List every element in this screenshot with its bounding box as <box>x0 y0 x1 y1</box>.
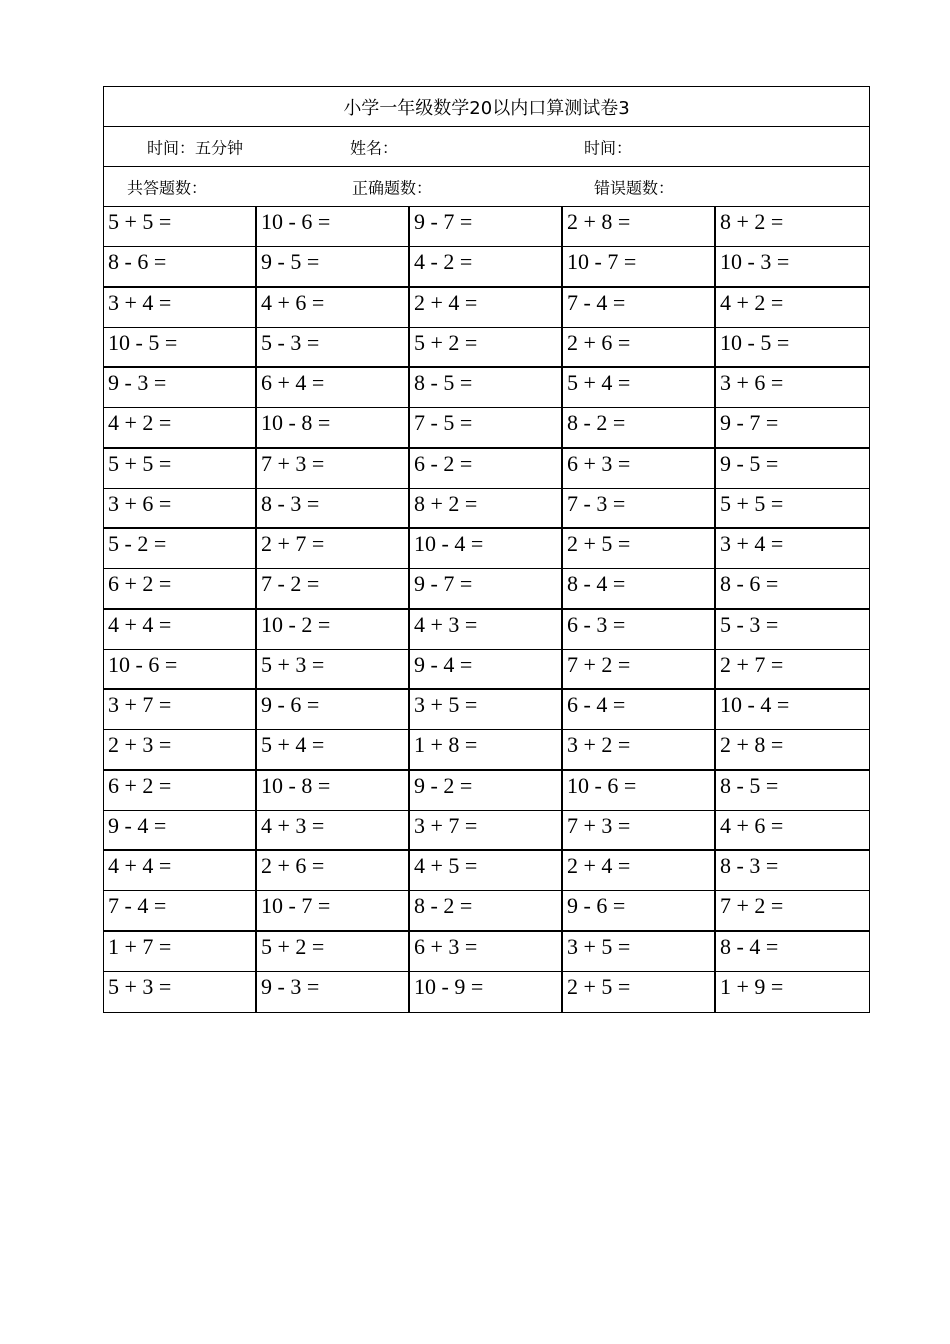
time-label: 时间： <box>584 138 633 157</box>
problem-cell: 3 + 2 = <box>563 730 716 770</box>
problem-cell: 5 + 5 = <box>104 207 257 247</box>
correct-count-label: 正确题数： <box>352 178 433 197</box>
problem-cell: 6 - 2 = <box>410 449 563 489</box>
problem-cell: 8 - 4 = <box>563 569 716 609</box>
problem-cell: 5 - 2 = <box>104 529 257 569</box>
problem-cell: 5 - 3 = <box>716 610 869 650</box>
problem-cell: 2 + 5 = <box>563 972 716 1012</box>
problem-cell: 5 + 2 = <box>410 328 563 368</box>
problem-cell: 8 - 6 = <box>716 569 869 609</box>
problem-cell: 9 - 3 = <box>104 368 257 408</box>
problem-cell: 10 - 2 = <box>257 610 410 650</box>
problem-cell: 4 + 6 = <box>257 288 410 328</box>
problem-cell: 9 - 7 = <box>410 569 563 609</box>
problem-cell: 8 - 4 = <box>716 932 869 972</box>
problem-cell: 8 + 2 = <box>410 489 563 529</box>
wrong-count-label: 错误题数： <box>594 178 675 197</box>
problem-cell: 3 + 4 = <box>104 288 257 328</box>
problem-cell: 1 + 7 = <box>104 932 257 972</box>
problem-cell: 10 - 3 = <box>716 247 869 287</box>
problem-cell: 2 + 3 = <box>104 730 257 770</box>
problem-cell: 9 - 4 = <box>104 811 257 851</box>
total-answered-label: 共答题数： <box>127 178 208 197</box>
problem-cell: 3 + 5 = <box>410 690 563 730</box>
problem-cell: 7 - 2 = <box>257 569 410 609</box>
problem-cell: 4 + 6 = <box>716 811 869 851</box>
problem-cell: 2 + 4 = <box>563 851 716 891</box>
problem-cell: 5 + 4 = <box>563 368 716 408</box>
problem-cell: 8 - 6 = <box>104 247 257 287</box>
problem-cell: 10 - 6 = <box>257 207 410 247</box>
problem-cell: 2 + 7 = <box>716 650 869 690</box>
problem-cell: 4 + 5 = <box>410 851 563 891</box>
problem-cell: 4 + 3 = <box>410 610 563 650</box>
problem-cell: 3 + 7 = <box>410 811 563 851</box>
problem-cell: 3 + 6 = <box>104 489 257 529</box>
problem-cell: 8 - 2 = <box>563 408 716 448</box>
problem-cell: 7 - 3 = <box>563 489 716 529</box>
problem-cell: 4 + 4 = <box>104 851 257 891</box>
problem-cell: 7 + 2 = <box>716 891 869 931</box>
problem-cell: 9 - 7 = <box>716 408 869 448</box>
problem-cell: 5 + 5 = <box>104 449 257 489</box>
problem-cell: 5 + 5 = <box>716 489 869 529</box>
problem-cell: 2 + 6 = <box>563 328 716 368</box>
problem-cell: 3 + 4 = <box>716 529 869 569</box>
problem-cell: 6 + 2 = <box>104 771 257 811</box>
problem-cell: 8 - 5 = <box>716 771 869 811</box>
problem-cell: 10 - 5 = <box>716 328 869 368</box>
problem-cell: 5 - 3 = <box>257 328 410 368</box>
problem-cell: 7 + 2 = <box>563 650 716 690</box>
problem-cell: 3 + 5 = <box>563 932 716 972</box>
problem-cell: 10 - 7 = <box>257 891 410 931</box>
problem-grid <box>104 207 869 1012</box>
worksheet-title-row <box>104 87 869 127</box>
problem-cell: 8 - 3 = <box>257 489 410 529</box>
problem-cell: 7 - 5 = <box>410 408 563 448</box>
worksheet-title: 小学一年级数学20以内口算测试卷3 <box>343 97 630 119</box>
problem-cell: 1 + 9 = <box>720 973 784 999</box>
problem-cell: 9 - 6 = <box>563 891 716 931</box>
problem-cell: 6 - 4 = <box>563 690 716 730</box>
problem-cell: 3 + 6 = <box>716 368 869 408</box>
problem-cell: 9 - 5 = <box>716 449 869 489</box>
problem-cell: 10 - 6 = <box>104 650 257 690</box>
problem-cell: 5 + 3 = <box>104 972 257 1012</box>
time-limit-label: 时间：五分钟 <box>147 138 244 157</box>
problem-cell: 5 + 3 = <box>257 650 410 690</box>
problem-cell: 6 + 2 = <box>104 569 257 609</box>
problem-cell: 6 + 3 = <box>563 449 716 489</box>
problem-cell: 5 + 4 = <box>257 730 410 770</box>
problem-cell: 2 + 8 = <box>563 207 716 247</box>
problem-cell: 9 - 4 = <box>410 650 563 690</box>
problem-cell: 8 - 3 = <box>716 851 869 891</box>
problem-cell: 4 + 2 = <box>716 288 869 328</box>
info-row-scores <box>104 167 869 207</box>
problem-cell: 8 + 2 = <box>716 207 869 247</box>
problem-cell: 9 - 7 = <box>410 207 563 247</box>
problem-cell: 10 - 7 = <box>563 247 716 287</box>
problem-cell: 6 - 3 = <box>563 610 716 650</box>
problem-cell: 10 - 8 = <box>257 408 410 448</box>
problem-cell: 2 + 6 = <box>257 851 410 891</box>
problem-cell: 2 + 8 = <box>716 730 869 770</box>
problem-cell: 4 + 3 = <box>257 811 410 851</box>
problem-cell: 9 - 6 = <box>257 690 410 730</box>
problem-cell: 10 - 8 = <box>257 771 410 811</box>
problem-cell: 6 + 3 = <box>410 932 563 972</box>
problem-cell: 4 - 2 = <box>410 247 563 287</box>
problem-cell: 3 + 7 = <box>104 690 257 730</box>
problem-cell: 7 + 3 = <box>563 811 716 851</box>
problem-cell: 10 - 6 = <box>563 771 716 811</box>
info-row-time-name <box>104 127 869 167</box>
problem-cell: 9 - 5 = <box>257 247 410 287</box>
problem-cell: 7 - 4 = <box>104 891 257 931</box>
problem-cell: 6 + 4 = <box>257 368 410 408</box>
problem-cell: 7 - 4 = <box>563 288 716 328</box>
problem-cell: 10 - 9 = <box>410 972 563 1012</box>
problem-cell: 10 - 4 = <box>716 690 869 730</box>
problem-cell: 2 + 4 = <box>410 288 563 328</box>
problem-cell: 4 + 2 = <box>104 408 257 448</box>
problem-cell: 9 - 2 = <box>410 771 563 811</box>
name-label: 姓名： <box>350 138 399 157</box>
problem-cell: 9 - 3 = <box>257 972 410 1012</box>
problem-cell: 8 - 5 = <box>410 368 563 408</box>
problem-cell: 7 + 3 = <box>257 449 410 489</box>
problem-cell: 2 + 5 = <box>563 529 716 569</box>
problem-cell: 10 - 4 = <box>410 529 563 569</box>
problem-cell: 8 - 2 = <box>410 891 563 931</box>
problem-cell: 2 + 7 = <box>257 529 410 569</box>
problem-cell: 5 + 2 = <box>257 932 410 972</box>
problem-cell: 10 - 5 = <box>104 328 257 368</box>
problem-cell: 4 + 4 = <box>104 610 257 650</box>
worksheet-table <box>103 86 870 1013</box>
problem-cell: 1 + 8 = <box>410 730 563 770</box>
